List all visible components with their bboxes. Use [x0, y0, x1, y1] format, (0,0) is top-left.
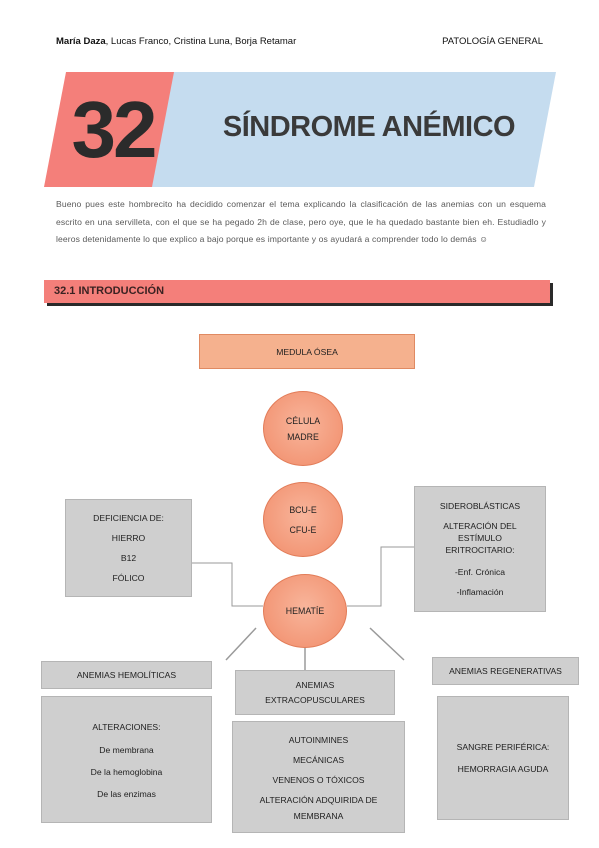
enf-cronica: -Enf. Crónica	[454, 567, 506, 577]
section-title: 32.1 INTRODUCCIÓN	[54, 285, 165, 297]
celula-madre-line1: CÉLULA	[285, 415, 321, 426]
header-subject: PATOLOGÍA GENERAL	[442, 36, 543, 47]
medula-osea-label: MEDULA ÓSEA	[276, 346, 338, 357]
alteracion-enzimas: De las enzimas	[97, 788, 156, 799]
hemorragia-aguda: HEMORRAGIA AGUDA	[457, 764, 549, 774]
regenerativas-body-box	[437, 696, 569, 820]
regenerativas-title-box	[432, 657, 579, 685]
mecanicas: MECÁNICAS	[292, 755, 345, 765]
deficiencia-title: DEFICIENCIA DE:	[93, 513, 164, 523]
sangre-periferica: SANGRE PERIFÉRICA:	[456, 742, 550, 752]
hematie-circle	[263, 574, 347, 648]
connector-regenerativas	[370, 628, 404, 660]
chapter-number: 32	[71, 85, 155, 174]
hemoliticas-title-box	[41, 661, 212, 689]
connector-hemoliticas	[226, 628, 256, 660]
sideroblasticas-title: SIDEROBLÁSTICAS	[439, 501, 521, 511]
inflamacion: -Inflamación	[456, 587, 504, 597]
extracorp-title-box	[235, 670, 395, 715]
deficiencia-box	[65, 499, 192, 597]
smiley-icon: ☺	[479, 234, 489, 244]
extracorp-title-line1: ANEMIAS	[295, 679, 335, 690]
connector-deficiencia	[192, 563, 263, 606]
chapter-title: SÍNDROME ANÉMICO	[222, 111, 516, 143]
celula-madre-line2: MADRE	[287, 431, 319, 442]
hemoliticas-body-box	[41, 696, 212, 823]
alteracion-adquirida: ALTERACIÓN ADQUIRIDA DE MEMBRANA	[259, 795, 378, 821]
deficiencia-b12: B12	[120, 553, 137, 563]
alteracion-estimulo: ALTERACIÓN DEL ESTÍMULO ERITROCITARIO:	[443, 521, 517, 555]
regenerativas-title: ANEMIAS REGENERATIVAS	[449, 666, 562, 676]
author-rest: , Lucas Franco, Cristina Luna, Borja Retamar	[105, 36, 297, 47]
alteracion-hemoglobina: De la hemoglobina	[90, 766, 163, 777]
sideroblasticas-box	[414, 486, 546, 612]
celula-madre-circle	[263, 391, 343, 466]
author-main: María Daza	[56, 36, 106, 47]
autoinmunes: AUTOINMINES	[288, 735, 349, 745]
alteracion-membrana: De membrana	[99, 744, 154, 755]
venenos-toxicos: VENENOS O TÓXICOS	[272, 775, 365, 785]
cfu-label: CFU-E	[289, 524, 317, 535]
alteraciones-title: ALTERACIONES:	[92, 721, 161, 732]
bcu-cfu-circle	[263, 482, 343, 557]
medula-osea-box	[199, 334, 415, 369]
hematie-label: HEMATÍE	[285, 606, 325, 616]
extracorp-title-line2: EXTRACOPUSCULARES	[265, 694, 365, 705]
intro-text: Bueno pues este hombrecito ha decidido comenzar el tema explicando la clasificación de las anemias con un esquema escrito en una servilleta, con el que se ha pegado 2h de clase, pero oye, que le ha quedado bastante bien eh. Estudiadlo y leeros detenidamente lo que explico a bajo porque es importante y os ayudará a comprender todo lo demás	[56, 199, 546, 244]
connector-sideroblasticas	[347, 547, 414, 606]
extracorp-body-box	[232, 721, 405, 833]
deficiencia-folico: FÓLICO	[112, 573, 145, 583]
hemoliticas-title: ANEMIAS HEMOLÍTICAS	[76, 670, 177, 680]
bcu-label: BCU-E	[289, 504, 317, 515]
deficiencia-hierro: HIERRO	[111, 533, 146, 543]
